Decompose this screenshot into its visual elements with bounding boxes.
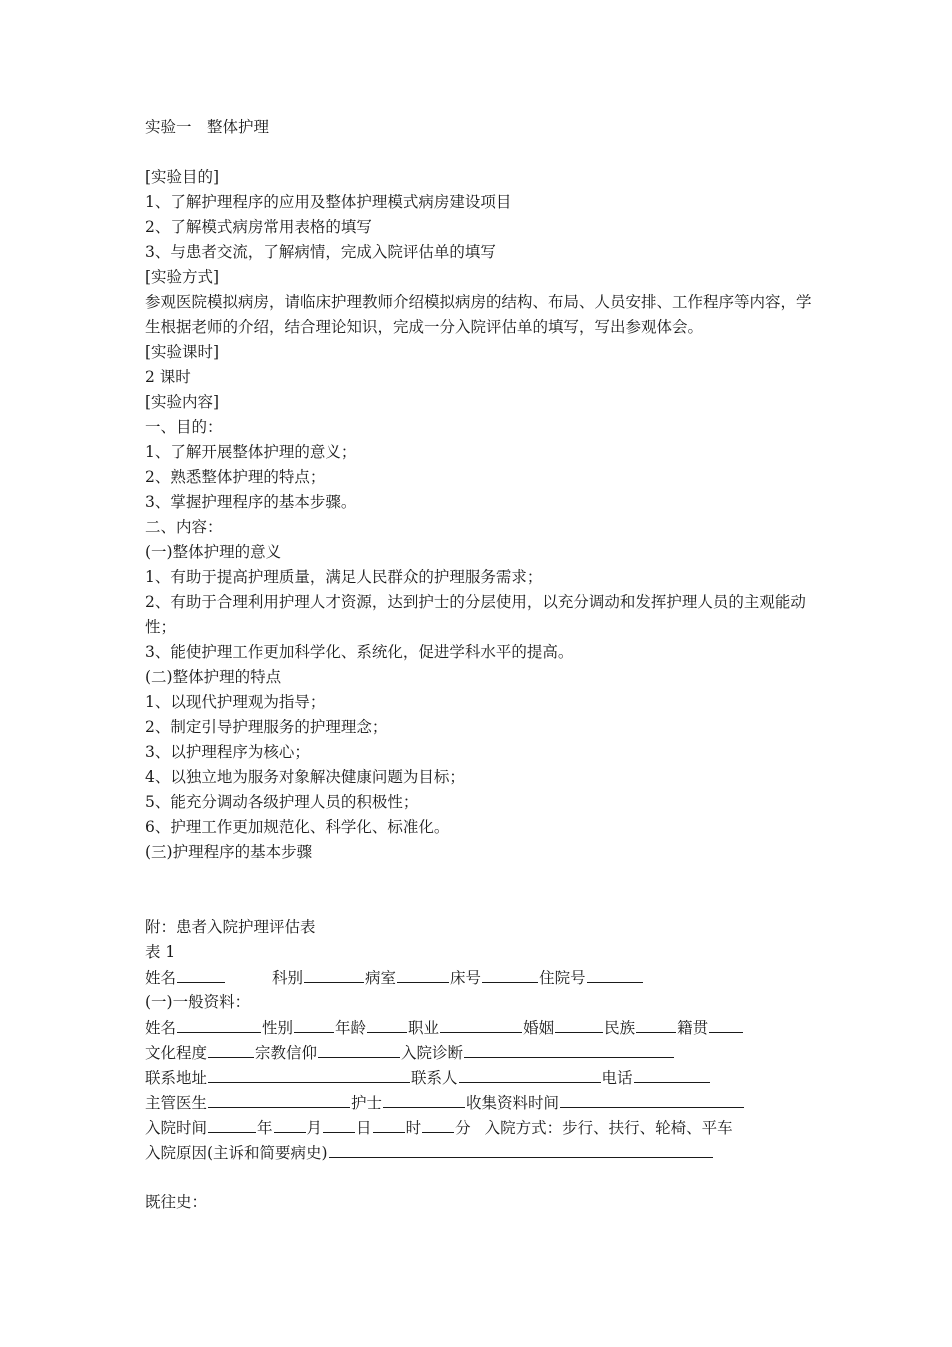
label-day: 日	[356, 1119, 372, 1137]
label-education: 文化程度	[145, 1044, 208, 1062]
field-minute-blank[interactable]	[422, 1115, 454, 1133]
label-hour: 时	[405, 1119, 422, 1137]
label-name-2: 姓名	[145, 1019, 177, 1037]
label-occupation: 职业	[408, 1019, 440, 1037]
label-religion: 宗教信仰	[255, 1044, 318, 1062]
label-age: 年龄	[335, 1019, 367, 1037]
label-collect-time: 收集资料时间	[466, 1094, 560, 1112]
field-dept-blank[interactable]	[304, 965, 364, 983]
field-year-blank[interactable]	[208, 1115, 256, 1133]
spacer	[145, 1165, 825, 1190]
label-month: 月	[306, 1119, 323, 1137]
method-text: 参观医院模拟病房，请临床护理教师介绍模拟病房的结构、布局、人员安排、工作程序等内容，学生根据老师的介绍，结合理论知识，完成一分入院评估单的填写，写出参观体会。	[145, 293, 812, 336]
appendix-title: 附：患者入院护理评估表	[145, 918, 316, 936]
features-item: 6、护理工作更加规范化、科学化、标准化。	[145, 818, 450, 836]
page-title: 实验一 整体护理	[145, 118, 270, 136]
label-ward: 病室	[365, 969, 397, 987]
goal-item: 3、掌握护理程序的基本步骤。	[145, 493, 357, 511]
field-day-blank[interactable]	[323, 1115, 355, 1133]
features-item: 4、以独立地为服务对象解决健康问题为目标；	[145, 768, 465, 786]
field-education-blank[interactable]	[208, 1040, 254, 1058]
hours-text: 2 课时	[145, 368, 191, 386]
form-row-contact	[145, 1065, 825, 1090]
field-month-blank[interactable]	[274, 1115, 306, 1133]
spacer	[145, 865, 825, 915]
purpose-heading: [实验目的]	[145, 168, 220, 186]
label-dept: 科别	[272, 969, 304, 987]
field-occupation-blank[interactable]	[440, 1015, 522, 1033]
field-ethnicity-blank[interactable]	[636, 1015, 676, 1033]
features-item: 5、能充分调动各级护理人员的积极性；	[145, 793, 419, 811]
form-row-header	[145, 965, 825, 990]
goal-item: 1、了解开展整体护理的意义；	[145, 443, 357, 461]
label-admit-reason: 入院原因(主诉和简要病史)	[145, 1144, 328, 1162]
general-heading: (一)一般资料：	[145, 993, 251, 1011]
form-row-admit-time	[145, 1115, 825, 1140]
field-name-2-blank[interactable]	[177, 1015, 261, 1033]
field-native-blank[interactable]	[709, 1015, 743, 1033]
meaning-item: 3、能使护理工作更加科学化、系统化，促进学科水平的提高。	[145, 643, 574, 661]
label-year: 年	[257, 1119, 273, 1137]
label-ethnicity: 民族	[604, 1019, 636, 1037]
method-heading: [实验方式]	[145, 268, 220, 286]
field-gender-blank[interactable]	[294, 1015, 334, 1033]
goal-heading: 一、目的：	[145, 418, 223, 436]
field-phone-blank[interactable]	[634, 1065, 710, 1083]
field-contact-blank[interactable]	[459, 1065, 601, 1083]
field-nurse-blank[interactable]	[383, 1090, 465, 1108]
meaning-item: 1、有助于提高护理质量，满足人民群众的护理服务需求；	[145, 568, 543, 586]
label-marriage: 婚姻	[523, 1019, 555, 1037]
content-heading: [实验内容]	[145, 393, 220, 411]
form-row-education	[145, 1040, 825, 1065]
field-bed-blank[interactable]	[482, 965, 538, 983]
features-item: 1、以现代护理观为指导；	[145, 693, 326, 711]
meaning-item: 2、有助于合理利用护理人才资源，达到护士的分层使用，以充分调动和发挥护理人员的主观能动性；	[145, 593, 806, 636]
hours-heading: [实验课时]	[145, 343, 220, 361]
meaning-heading: (一)整体护理的意义	[145, 543, 282, 561]
field-diagnosis-blank[interactable]	[464, 1040, 674, 1058]
label-nurse: 护士	[351, 1094, 383, 1112]
field-collect-time-blank[interactable]	[560, 1090, 744, 1108]
field-age-blank[interactable]	[367, 1015, 407, 1033]
features-heading: (二)整体护理的特点	[145, 668, 282, 686]
label-native: 籍贯	[677, 1019, 709, 1037]
goal-item: 2、熟悉整体护理的特点；	[145, 468, 326, 486]
label-admission-no: 住院号	[539, 969, 586, 987]
label-phone: 电话	[601, 1069, 633, 1087]
purpose-item: 3、与患者交流，了解病情，完成入院评估单的填写	[145, 243, 496, 261]
field-admit-reason-blank[interactable]	[329, 1140, 713, 1158]
label-address: 联系地址	[145, 1069, 208, 1087]
form-row-general	[145, 1015, 825, 1040]
content-subheading: 二、内容：	[145, 518, 223, 536]
field-religion-blank[interactable]	[318, 1040, 400, 1058]
field-doctor-blank[interactable]	[208, 1090, 350, 1108]
features-item: 2、制定引导护理服务的护理理念；	[145, 718, 388, 736]
document-page	[145, 115, 825, 1215]
label-name: 姓名	[145, 969, 177, 987]
label-admit-method: 入院方式：步行、扶行、轮椅、平车	[484, 1119, 733, 1137]
purpose-item: 2、了解模式病房常用表格的填写	[145, 218, 372, 236]
steps-heading: (三)护理程序的基本步骤	[145, 843, 313, 861]
purpose-item: 1、了解护理程序的应用及整体护理模式病房建设项目	[145, 193, 512, 211]
label-bed: 床号	[450, 969, 482, 987]
label-diagnosis: 入院诊断	[401, 1044, 464, 1062]
label-admit-time: 入院时间	[145, 1119, 208, 1137]
field-marriage-blank[interactable]	[555, 1015, 603, 1033]
history-label: 既往史：	[145, 1193, 208, 1211]
label-minute: 分	[455, 1119, 471, 1137]
field-admission-no-blank[interactable]	[587, 965, 643, 983]
features-item: 3、以护理程序为核心；	[145, 743, 310, 761]
field-ward-blank[interactable]	[397, 965, 449, 983]
table-label: 表 1	[145, 943, 176, 961]
field-name-blank[interactable]	[177, 965, 225, 983]
form-row-admit-reason	[145, 1140, 825, 1165]
form-row-staff	[145, 1090, 825, 1115]
field-hour-blank[interactable]	[373, 1115, 405, 1133]
label-doctor: 主管医生	[145, 1094, 208, 1112]
field-address-blank[interactable]	[208, 1065, 410, 1083]
label-contact: 联系人	[411, 1069, 458, 1087]
label-gender: 性别	[262, 1019, 294, 1037]
